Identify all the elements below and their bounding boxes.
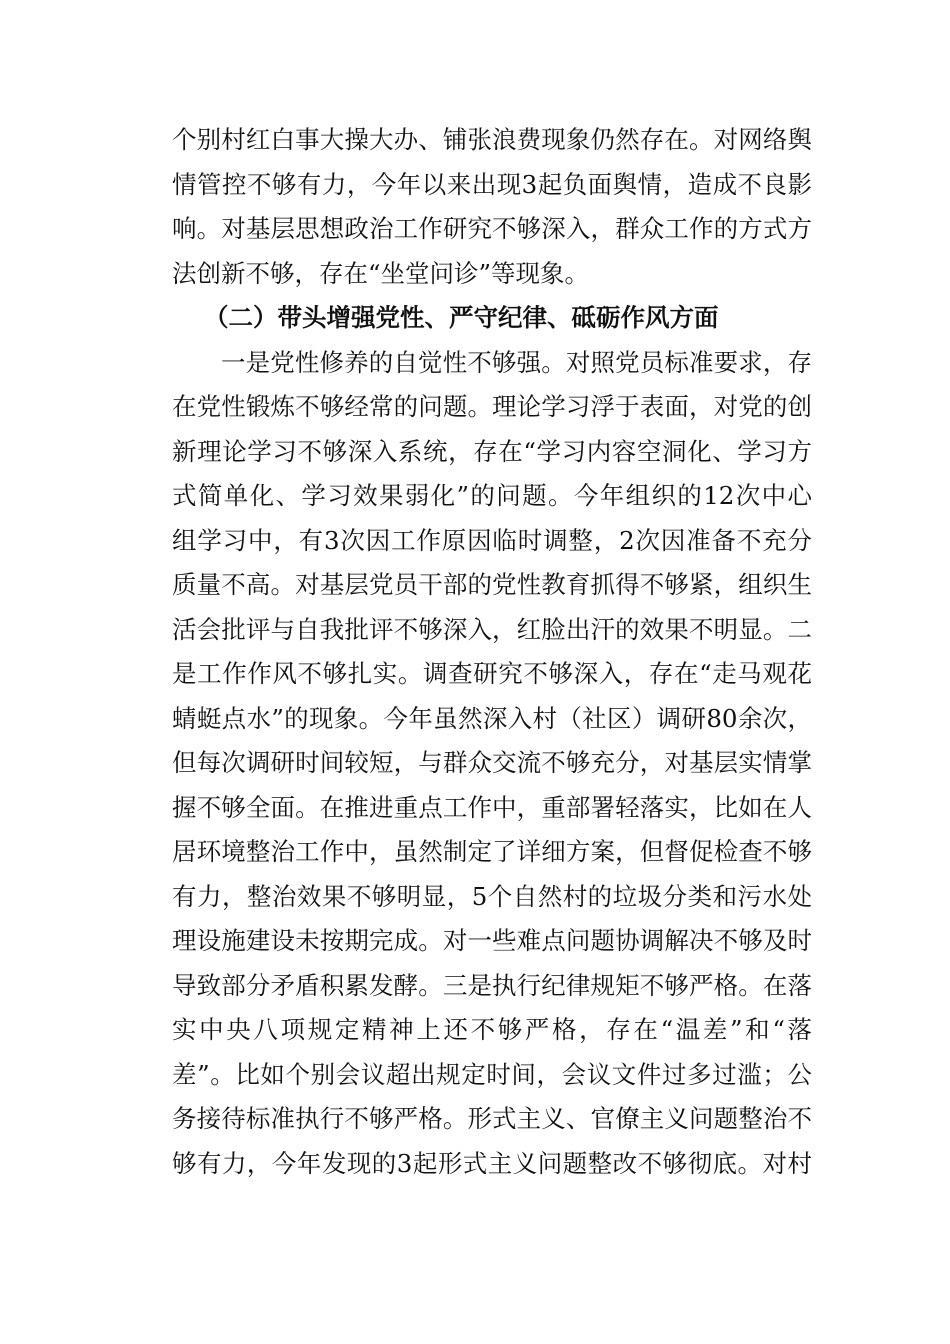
paragraph-line: 握不够全面。在推进重点工作中，重部署轻落实，比如在人 [172,792,812,822]
paragraph-line: 实中央八项规定精神上还不够严格，存在“温差”和“落 [172,1015,812,1044]
paragraph-line: 差”。比如个别会议超出规定时间，会议文件过多过滥；公 [172,1059,812,1089]
paragraph-line: 居环境整治工作中，虽然制定了详细方案，但督促检查不够 [172,837,812,866]
paragraph-line: 活会批评与自我批评不够深入，红脸出汗的效果不明显。二 [172,614,812,644]
paragraph-line: 质量不高。对基层党员干部的党性教育抓得不够紧，组织生 [172,570,812,599]
paragraph-line: 导致部分矛盾积累发酵。三是执行纪律规矩不够严格。在落 [172,970,812,1000]
paragraph-line: 在党性锻炼不够经常的问题。理论学习浮于表面，对党的创 [172,392,812,421]
paragraph-line: 个别村红白事大操大办、铺张浪费现象仍然存在。对网络舆 [172,125,812,154]
paragraph-line: 理设施建设未按期完成。对一些难点问题协调解决不够及时 [172,926,812,955]
paragraph-line: 但每次调研时间较短，与群众交流不够充分，对基层实情掌 [172,748,812,777]
paragraph-line: 法创新不够，存在“坐堂问诊”等现象。 [172,258,590,288]
paragraph-line: 新理论学习不够深入系统，存在“学习内容空洞化、学习方 [172,436,812,466]
paragraph-line: 一是党性修养的自觉性不够强。对照党员标准要求，存 [221,347,812,377]
body-text [172,118,812,1186]
paragraph-line: 式简单化、学习效果弱化”的问题。今年组织的12次中心 [172,481,812,510]
paragraph-line: 有力，整治效果不够明显，5个自然村的垃圾分类和污水处 [172,881,812,911]
paragraph-line: 组学习中，有3次因工作原因临时调整，2次因准备不充分 [172,525,812,555]
paragraph-line: 响。对基层思想政治工作研究不够深入，群众工作的方式方 [172,214,812,243]
paragraph-line: 情管控不够有力，今年以来出现3起负面舆情，造成不良影 [172,169,812,199]
paragraph-line: 够有力，今年发现的3起形式主义问题整改不够彻底。对村 [172,1148,812,1178]
paragraph-line: 是工作作风不够扎实。调查研究不够深入，存在“走马观花 [172,659,812,688]
paragraph-line: 务接待标准执行不够严格。形式主义、官僚主义问题整治不 [172,1104,812,1133]
paragraph-line: 蜻蜓点水”的现象。今年虽然深入村（社区）调研80余次， [172,703,812,733]
section-heading: （二）带头增强党性、严守纪律、砥砺作风方面 [204,303,719,332]
